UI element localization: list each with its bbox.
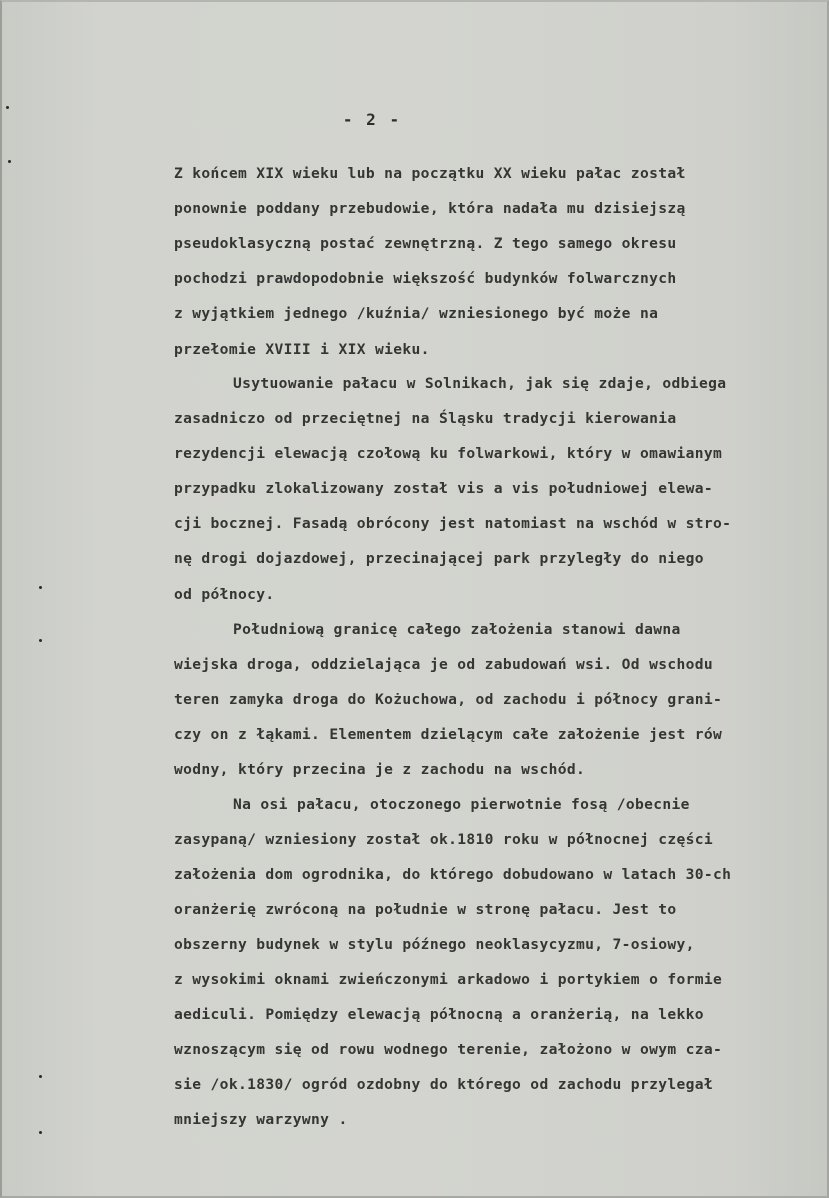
text-line: rezydencji elewacją czołową ku folwarkowi, który w omawianym	[174, 445, 723, 462]
punch-hole-mark	[39, 639, 42, 642]
text-line: cji bocznej. Fasadą obrócony jest natomiast na wschód w stro-	[174, 515, 732, 532]
text-line: aediculi. Pomiędzy elewacją północną a oranżerią, na lekko	[174, 1006, 704, 1023]
text-line: przypadku zlokalizowany został vis a vis południowej elewa-	[174, 480, 714, 497]
text-line: teren zamyka droga do Kożuchowa, od zachodu i północy grani-	[174, 691, 723, 708]
text-line: zasypaną/ wzniesiony został ok.1810 roku w północnej części	[174, 831, 714, 848]
page-number: - 2 -	[342, 110, 402, 129]
text-line: czy on z łąkami. Elementem dzielącym całe założenie jest rów	[174, 726, 723, 743]
text-line: przełomie XVIII i XIX wieku.	[174, 341, 430, 358]
punch-hole-mark	[8, 160, 11, 163]
punch-hole-mark	[39, 586, 42, 589]
text-line: z wyjątkiem jednego /kuźnia/ wzniesionego być może na	[174, 305, 659, 322]
punch-hole-mark	[6, 106, 9, 109]
punch-hole-mark	[39, 1131, 42, 1134]
text-line: założenia dom ogrodnika, do którego dobudowano w latach 30-ch	[174, 866, 732, 883]
text-line: zasadniczo od przeciętnej na Śląsku tradycji kierowania	[174, 410, 677, 427]
text-line: wodny, który przecina je z zachodu na wschód.	[174, 761, 586, 778]
text-line: ponownie poddany przebudowie, która nadała mu dzisiejszą	[174, 200, 686, 217]
text-line: mniejszy warzywny .	[174, 1111, 348, 1128]
text-line: wznoszącym się od rowu wodnego terenie, założono w owym cza-	[174, 1041, 723, 1058]
text-line: Z końcem XIX wieku lub na początku XX wieku pałac został	[174, 165, 686, 182]
text-line: Na osi pałacu, otoczonego pierwotnie fosą /obecnie	[233, 796, 690, 813]
text-line: od północy.	[174, 586, 275, 603]
text-line: wiejska droga, oddzielająca je od zabudowań wsi. Od wschodu	[174, 656, 714, 673]
text-line: z wysokimi oknami zwieńczonymi arkadowo i portykiem o formie	[174, 971, 723, 988]
text-line: oranżerię zwróconą na południe w stronę pałacu. Jest to	[174, 901, 677, 918]
text-line: sie /ok.1830/ ogród ozdobny do którego od zachodu przylegał	[174, 1076, 714, 1093]
text-line: obszerny budynek w stylu późnego neoklasycyzmu, 7-osiowy,	[174, 936, 695, 953]
text-line: nę drogi dojazdowej, przecinającej park przyległy do niego	[174, 550, 704, 567]
text-line: Południową granicę całego założenia stanowi dawna	[233, 621, 681, 638]
text-line: pochodzi prawdopodobnie większość budynków folwarcznych	[174, 270, 677, 287]
punch-hole-mark	[39, 1075, 42, 1078]
text-line: Usytuowanie pałacu w Solnikach, jak się zdaje, odbiega	[233, 375, 727, 392]
text-line: pseudoklasyczną postać zewnętrzną. Z tego samego okresu	[174, 235, 677, 252]
